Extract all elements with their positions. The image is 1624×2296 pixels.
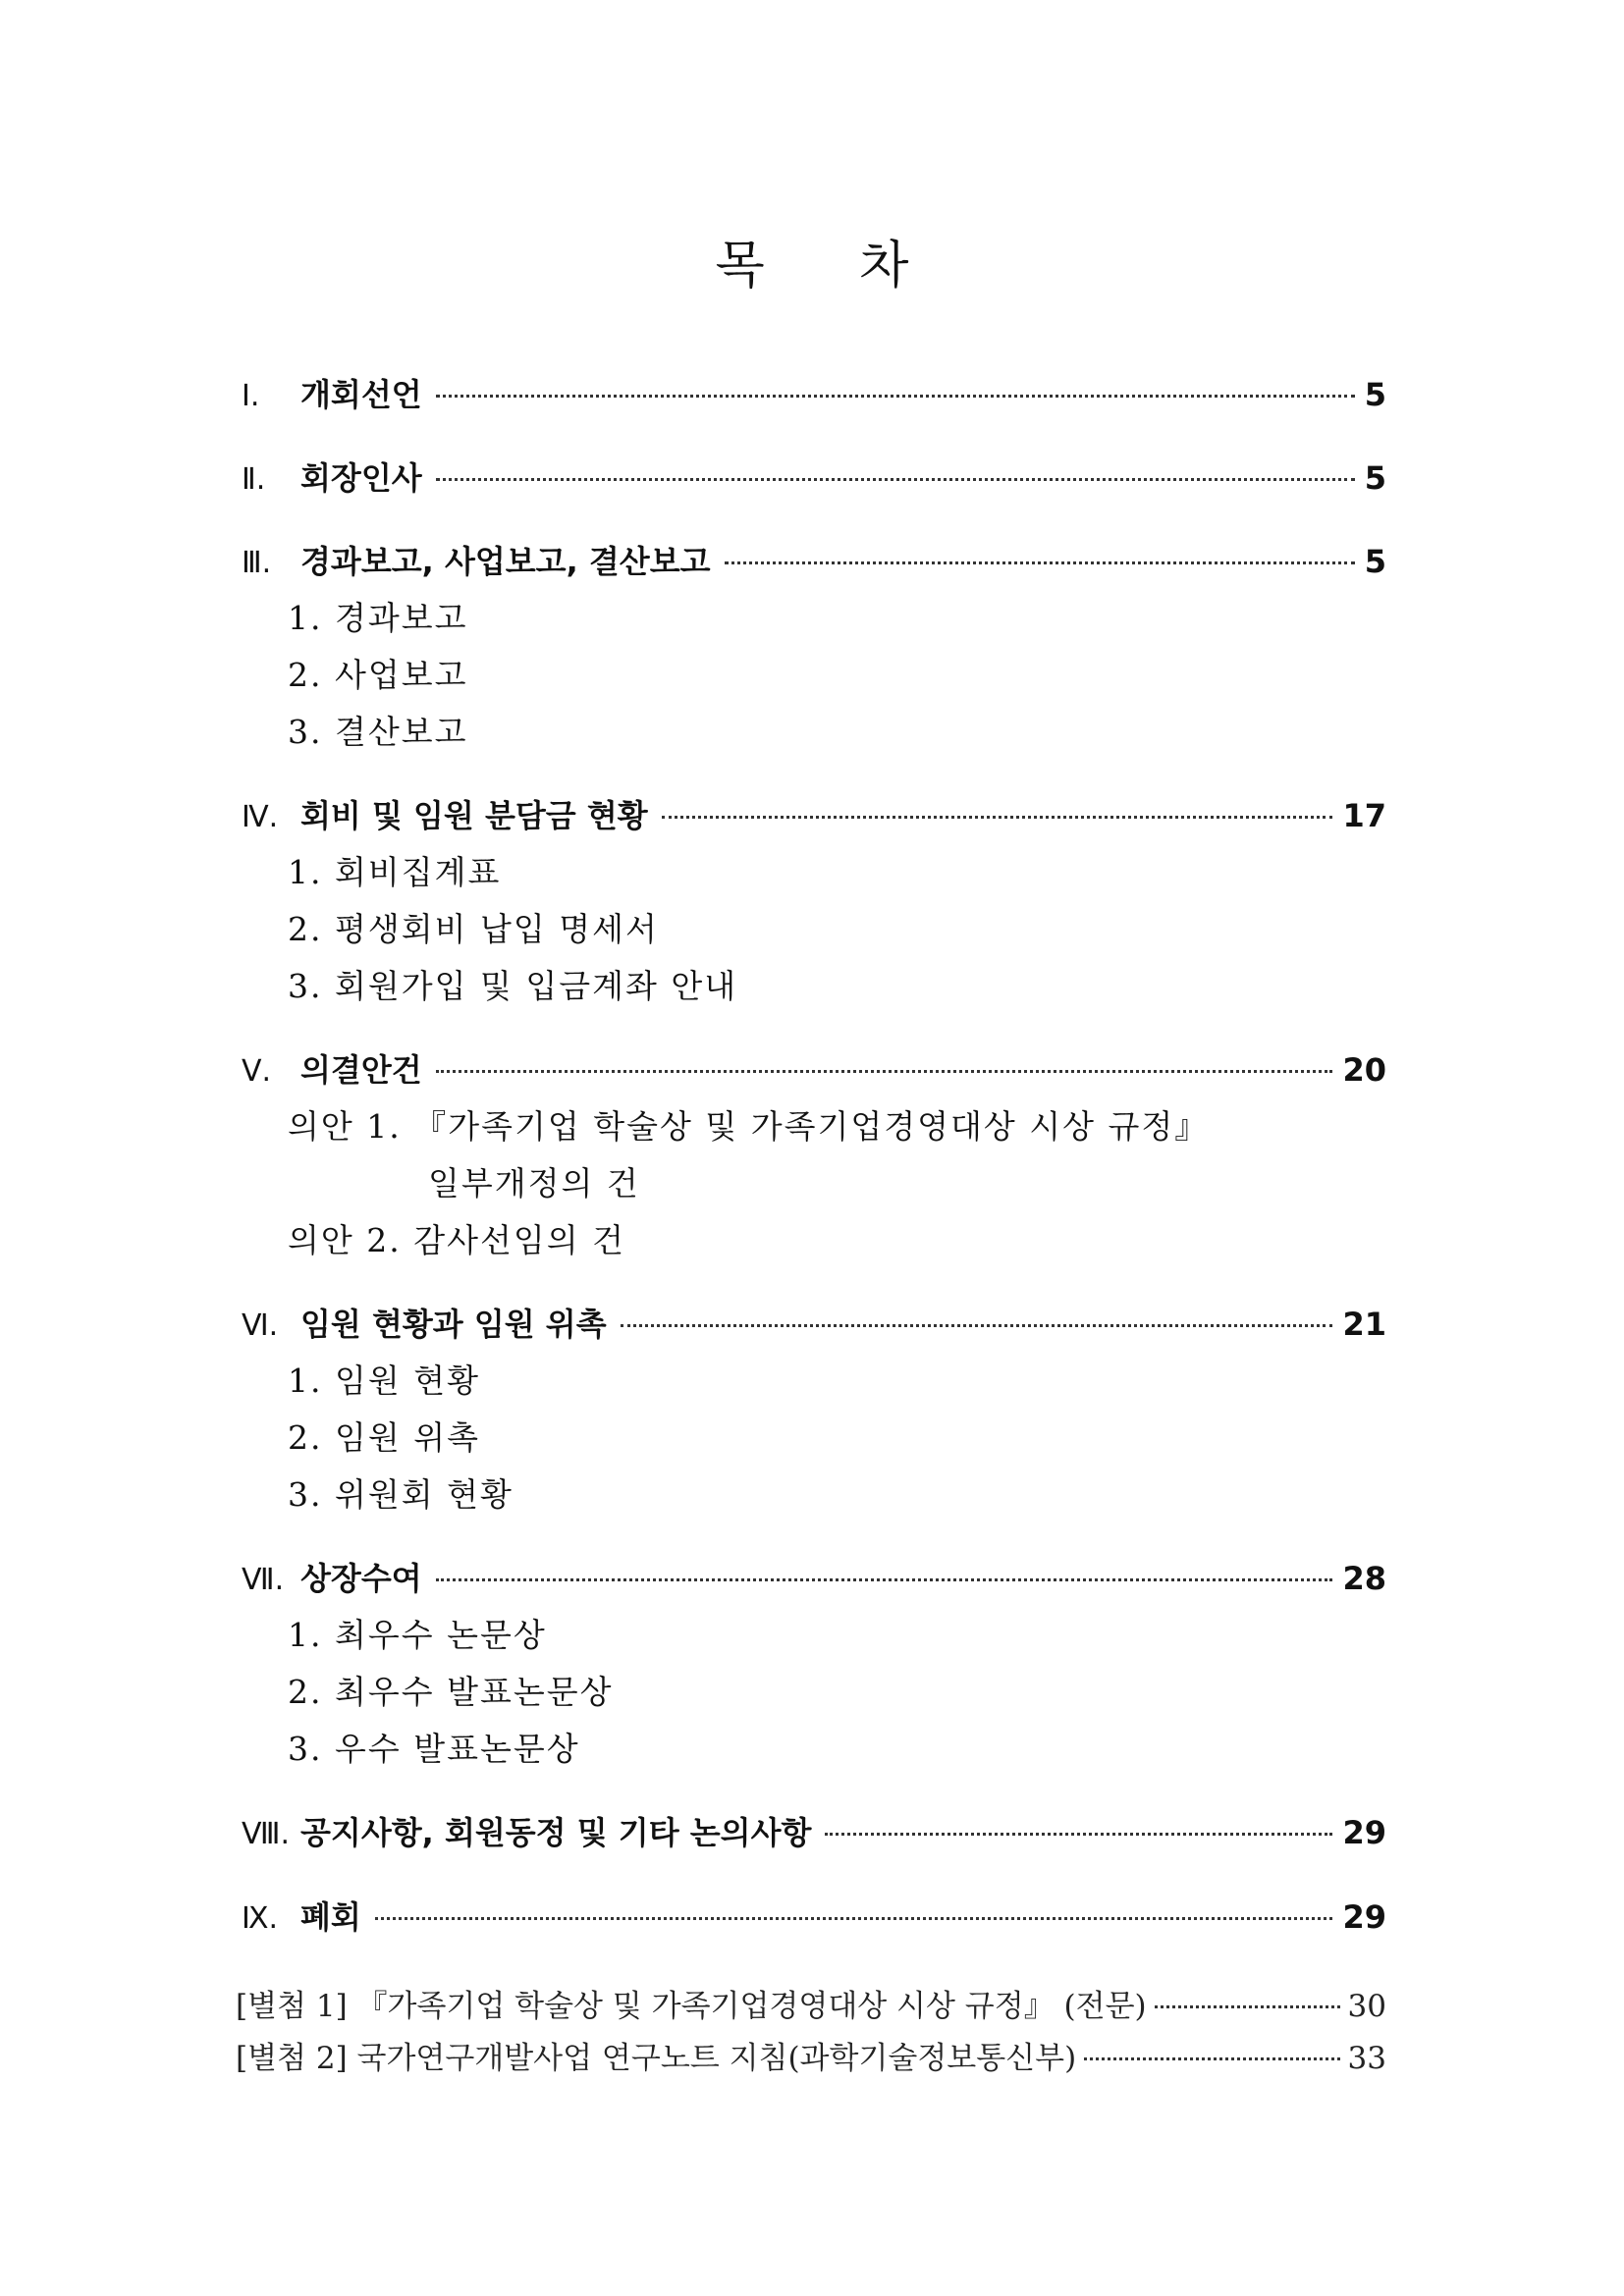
toc-section-7[interactable] bbox=[242, 1554, 1386, 1599]
section-number: Ⅷ. bbox=[242, 1817, 291, 1851]
dot-leader bbox=[436, 395, 1355, 398]
dot-leader bbox=[436, 478, 1355, 481]
toc-subitem[interactable]: 3. 결산보고 bbox=[288, 713, 468, 751]
page-number: 5 bbox=[1364, 459, 1386, 497]
toc-subitem[interactable]: 3. 위원회 현황 bbox=[288, 1475, 514, 1514]
toc-subitem[interactable]: 3. 우수 발표논문상 bbox=[288, 1730, 580, 1768]
toc-subitem[interactable]: 3. 회원가입 및 입금계좌 안내 bbox=[288, 967, 738, 1005]
dot-leader bbox=[1084, 2057, 1339, 2060]
page-number: 5 bbox=[1364, 376, 1386, 413]
page-number: 20 bbox=[1342, 1051, 1386, 1089]
toc-appendix-2[interactable] bbox=[236, 2033, 1386, 2077]
section-number: Ⅴ. bbox=[242, 1054, 272, 1089]
appendix-title: [별첨 1] 『가족기업 학술상 및 가족기업경영대상 시상 규정』 (전문) bbox=[236, 1989, 1147, 2024]
page-number: 33 bbox=[1347, 2041, 1386, 2076]
toc-subitem[interactable]: 의안 1. 『가족기업 학술상 및 가족기업경영대상 시상 규정』 bbox=[288, 1107, 1210, 1146]
dot-leader bbox=[621, 1324, 1333, 1327]
section-title: 공지사항, 회원동정 및 기타 논의사항 bbox=[300, 1814, 812, 1851]
section-title: 경과보고, 사업보고, 결산보고 bbox=[300, 543, 711, 580]
toc-subitem[interactable]: 1. 최우수 논문상 bbox=[288, 1616, 547, 1654]
page-number: 17 bbox=[1342, 797, 1386, 834]
toc-section-6[interactable] bbox=[242, 1300, 1386, 1345]
section-title: 폐회 bbox=[300, 1898, 361, 1936]
section-title: 회비 및 임원 분담금 현황 bbox=[300, 797, 648, 834]
section-number: Ⅲ. bbox=[242, 546, 272, 580]
page-title: 목 차 bbox=[715, 237, 948, 295]
dot-leader bbox=[725, 561, 1355, 564]
dot-leader bbox=[662, 816, 1333, 819]
page-number: 29 bbox=[1342, 1898, 1386, 1936]
toc-subitem[interactable]: 2. 임원 위촉 bbox=[288, 1418, 480, 1457]
toc-subitem[interactable]: 2. 평생회비 납입 명세서 bbox=[288, 910, 659, 948]
section-title: 회장인사 bbox=[300, 459, 422, 497]
page-number: 30 bbox=[1347, 1989, 1386, 2024]
page-number: 29 bbox=[1342, 1814, 1386, 1851]
section-title: 임원 현황과 임원 위촉 bbox=[300, 1306, 607, 1343]
section-number: Ⅰ. bbox=[242, 379, 260, 413]
section-title: 개회선언 bbox=[300, 376, 422, 413]
toc-subitem[interactable]: 2. 사업보고 bbox=[288, 656, 468, 694]
toc-subitem[interactable]: 1. 경과보고 bbox=[288, 599, 468, 637]
dot-leader bbox=[436, 1070, 1333, 1073]
toc-section-1[interactable] bbox=[242, 370, 1386, 415]
section-number: Ⅸ. bbox=[242, 1901, 279, 1936]
section-title: 의결안건 bbox=[300, 1051, 422, 1089]
page-number: 5 bbox=[1364, 543, 1386, 580]
toc-subitem[interactable]: 1. 임원 현황 bbox=[288, 1362, 480, 1400]
toc-subitem[interactable]: 1. 회비집계표 bbox=[288, 853, 502, 891]
section-number: Ⅳ. bbox=[242, 800, 279, 834]
toc-subitem-continuation[interactable]: 일부개정의 건 bbox=[428, 1164, 640, 1202]
toc-section-3[interactable] bbox=[242, 537, 1386, 582]
dot-leader bbox=[1155, 2005, 1340, 2008]
toc-appendix-1[interactable] bbox=[236, 1981, 1386, 2025]
section-number: Ⅵ. bbox=[242, 1308, 279, 1343]
dot-leader bbox=[375, 1917, 1333, 1920]
toc-section-2[interactable] bbox=[242, 454, 1386, 499]
toc-subitem[interactable]: 2. 최우수 발표논문상 bbox=[288, 1673, 614, 1711]
dot-leader bbox=[436, 1578, 1333, 1581]
toc-section-5[interactable] bbox=[242, 1045, 1386, 1091]
toc-section-9[interactable] bbox=[242, 1893, 1386, 1938]
toc-subitem[interactable]: 의안 2. 감사선임의 건 bbox=[288, 1221, 625, 1259]
page-number: 21 bbox=[1342, 1306, 1386, 1343]
dot-leader bbox=[825, 1833, 1332, 1836]
section-number: Ⅶ. bbox=[242, 1563, 285, 1597]
section-title: 상장수여 bbox=[300, 1560, 422, 1597]
section-number: Ⅱ. bbox=[242, 462, 266, 497]
appendix-title: [별첨 2] 국가연구개발사업 연구노트 지침(과학기술정보통신부) bbox=[236, 2041, 1077, 2076]
toc-section-8[interactable] bbox=[242, 1808, 1386, 1853]
toc-section-4[interactable] bbox=[242, 791, 1386, 836]
page-number: 28 bbox=[1342, 1560, 1386, 1597]
